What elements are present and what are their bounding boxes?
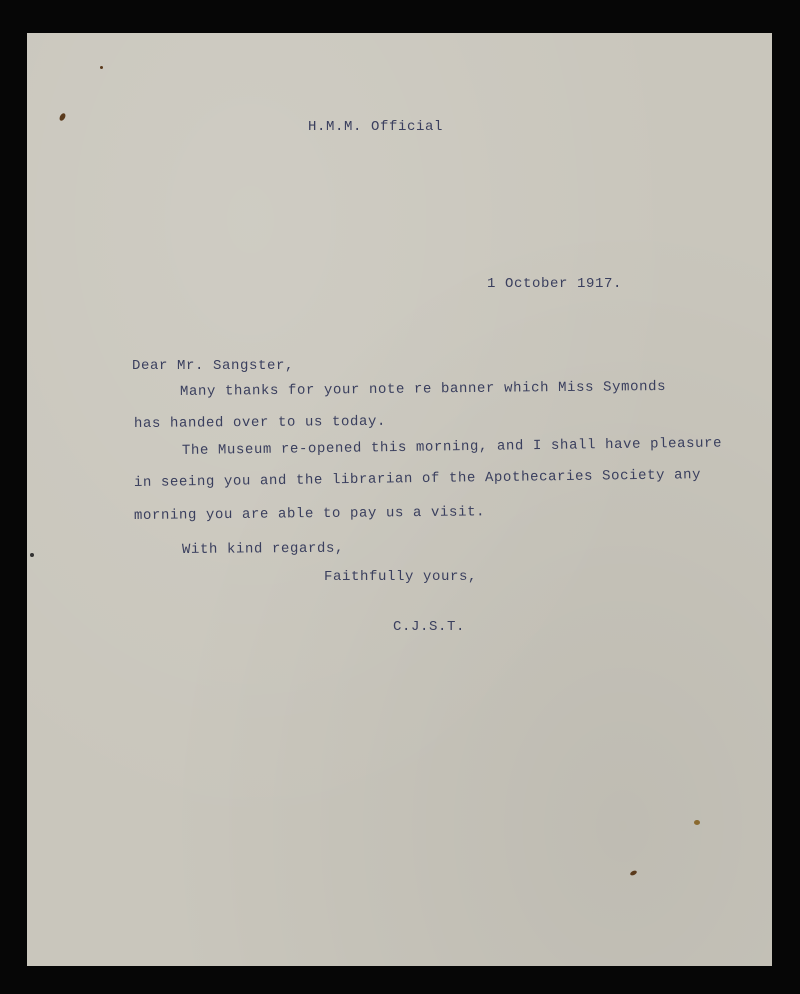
letter-salutation: Dear Mr. Sangster,: [132, 358, 295, 374]
letter-date: 1 October 1917.: [487, 276, 623, 292]
ink-spot: [100, 66, 103, 69]
letter-signature: C.J.S.T.: [393, 619, 466, 635]
letter-header: H.M.M. Official: [308, 119, 444, 135]
ink-spot: [58, 112, 66, 121]
letter-closing: Faithfully yours,: [324, 569, 478, 585]
body-line: in seeing you and the librarian of the Apothecaries Society any: [133, 467, 702, 491]
ink-spot: [30, 553, 34, 557]
body-line: Many thanks for your note re banner which Miss Symonds: [179, 378, 667, 400]
body-line: The Museum re-opened this morning, and I shall have pleasure: [181, 435, 723, 459]
body-line: has handed over to us today.: [133, 413, 387, 432]
letter-regards: With kind regards,: [181, 540, 345, 558]
body-line: morning you are able to pay us a visit.: [133, 504, 486, 524]
ink-spot: [694, 820, 700, 825]
ink-spot: [629, 870, 637, 877]
letter-page: [27, 33, 772, 966]
